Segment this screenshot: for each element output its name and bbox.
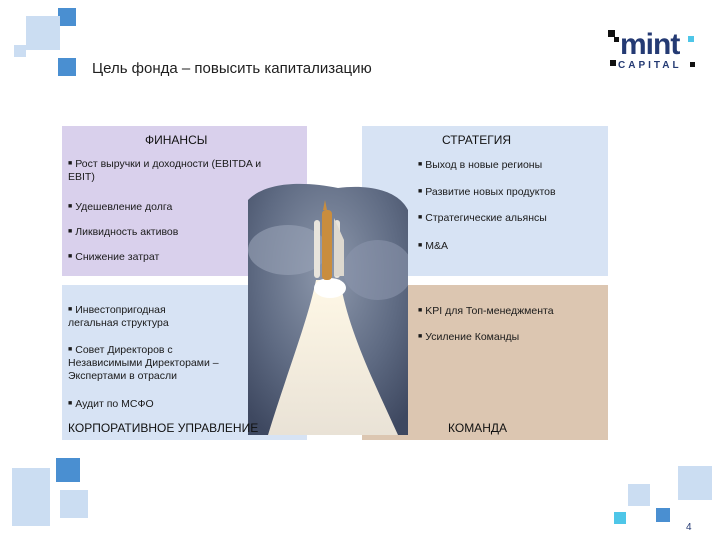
finance-item-text: Ликвидность активов [75,226,179,238]
bullet-icon: ■ [418,333,423,340]
decor-square [14,45,26,57]
logo-square [608,30,615,37]
logo-square [688,36,694,42]
governance-label: КОРПОРАТИВНОЕ УПРАВЛЕНИЕ [68,421,259,435]
decor-square [26,16,60,50]
page-number: 4 [686,522,692,533]
bullet-icon: ■ [418,307,423,314]
logo-square [690,62,695,67]
bullet-icon: ■ [68,228,73,235]
bullet-icon: ■ [418,188,423,195]
finance-item [68,200,268,214]
bullet-icon: ■ [68,400,73,407]
finance-item [68,157,268,184]
decor-square [656,508,670,522]
logo-capital-text: CAPITAL [618,60,682,71]
logo-square [610,60,616,66]
logo-square [614,37,619,42]
strategy-item-text: Выход в новые регионы [425,159,543,171]
team-item-text: KPI для Топ-менеджмента [425,305,554,317]
team-item [418,330,603,344]
decor-square [58,58,76,76]
decor-square [678,466,712,500]
bullet-icon: ■ [418,214,423,221]
bullet-icon: ■ [68,306,73,313]
governance-item-text: Аудит по МСФО [75,398,154,410]
strategy-item-text: Развитие новых продуктов [425,186,556,198]
decor-square [628,484,650,506]
finance-item-text: Удешевление долга [75,201,173,213]
decor-square [56,458,80,482]
decor-square [12,468,50,526]
governance-item [68,397,248,411]
bullet-icon: ■ [418,242,423,249]
team-item [418,304,603,318]
strategy-item [418,211,603,225]
strategy-item [418,185,603,199]
rocket-launch-image [248,180,408,435]
governance-item-text: Совет Директоров с Независимыми Директорами – Экспертами в отрасли [68,344,219,382]
finance-item [68,250,268,264]
strategy-item [418,239,603,253]
strategy-item [418,158,603,172]
team-label: КОМАНДА [448,421,507,435]
bullet-icon: ■ [68,203,73,210]
decor-square [60,490,88,518]
governance-item-text: Инвестопригодная легальная структура [68,304,169,329]
team-item-text: Усиление Команды [425,331,520,343]
bullet-icon: ■ [68,253,73,260]
decor-square [58,8,76,26]
finance-item [68,225,268,239]
governance-item [68,303,213,330]
bullet-icon: ■ [418,161,423,168]
governance-item [68,343,248,383]
bullet-icon: ■ [68,346,73,353]
strategy-item-text: M&A [425,240,448,252]
strategy-item-text: Стратегические альянсы [425,212,547,224]
logo-mint-text: mint [620,28,680,61]
finance-header: ФИНАНСЫ [145,133,208,147]
finance-item-text: Снижение затрат [75,251,160,263]
finance-item-text: Рост выручки и доходности (EBITDA и EBIT) [68,158,262,183]
decor-square [614,512,626,524]
strategy-header: СТРАТЕГИЯ [442,133,511,147]
bullet-icon: ■ [68,160,73,167]
page-title: Цель фонда – повысить капитализацию [92,60,372,77]
